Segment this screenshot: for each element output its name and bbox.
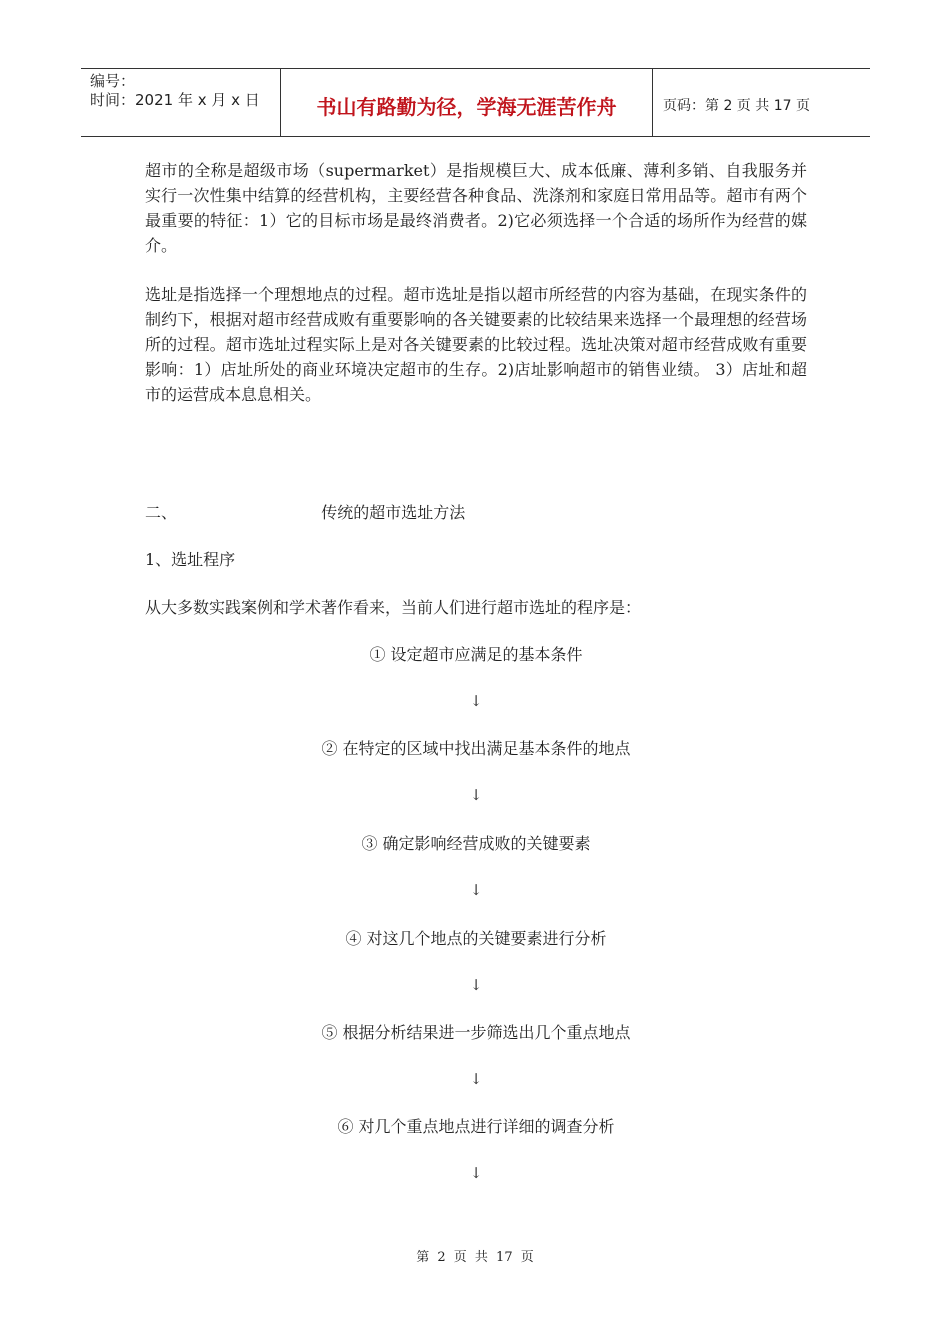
document-time-label: 时间：2021 年 x 月 x 日 [90,91,260,109]
procedure-step-5: ⑤ 根据分析结果进一步筛选出几个重点地点 [321,1023,631,1042]
down-arrow-icon: ↓ [469,976,483,994]
document-number-label: 编号： [90,72,136,90]
paragraph-supermarket-definition: 超市的全称是超级市场（supermarket）是指规模巨大、成本低廉、薄利多销、自我服务并实行一次性集中结算的经营机构，主要经营各种食品、洗涤剂和家庭日常用品等。超市有两个最重要的特征：1）它的目标市场是最终消费者。2)它必须选择一个合适的场所作为经营的媒介。 [145,161,807,255]
down-arrow-icon: ↓ [469,786,483,804]
down-arrow-icon: ↓ [469,1164,483,1182]
header-page-indicator: 页码：第 2 页 共 17 页 [663,97,810,114]
header-motto: 书山有路勤为径，学海无涯苦作舟 [281,69,653,136]
procedure-step-2: ② 在特定的区域中找出满足基本条件的地点 [321,739,631,758]
section-title: 传统的超市选址方法 [321,503,466,522]
page-header [81,68,870,137]
procedure-step-3: ③ 确定影响经营成败的关键要素 [361,834,591,853]
procedure-step-6: ⑥ 对几个重点地点进行详细的调查分析 [337,1117,615,1136]
procedure-step-4: ④ 对这几个地点的关键要素进行分析 [345,929,607,948]
down-arrow-icon: ↓ [469,881,483,899]
page-footer: 第 2 页 共 17 页 [416,1250,534,1265]
header-meta [81,69,281,136]
procedure-step-1: ① 设定超市应满足的基本条件 [369,645,583,664]
subsection-heading: 1、选址程序 [145,550,236,569]
down-arrow-icon: ↓ [469,692,483,710]
procedure-intro: 从大多数实践案例和学术著作看来，当前人们进行超市选址的程序是： [145,598,642,617]
paragraph-site-selection-definition: 选址是指选择一个理想地点的过程。超市选址是指以超市所经营的内容为基础，在现实条件的制约下，根据对超市经营成败有重要影响的各关键要素的比较结果来选择一个最理想的经营场所的过程。超市选址过程实际上是对各关键要素的比较过程。选址决策对超市经营成败有重要影响：1）店址所处的商业环境决定超市的生存。2)店址影响超市的销售业绩。 3）店址和超市的运营成本息息相关。 [145,285,807,404]
down-arrow-icon: ↓ [469,1070,483,1088]
section-heading [145,502,465,524]
section-number: 二、 [145,503,178,522]
